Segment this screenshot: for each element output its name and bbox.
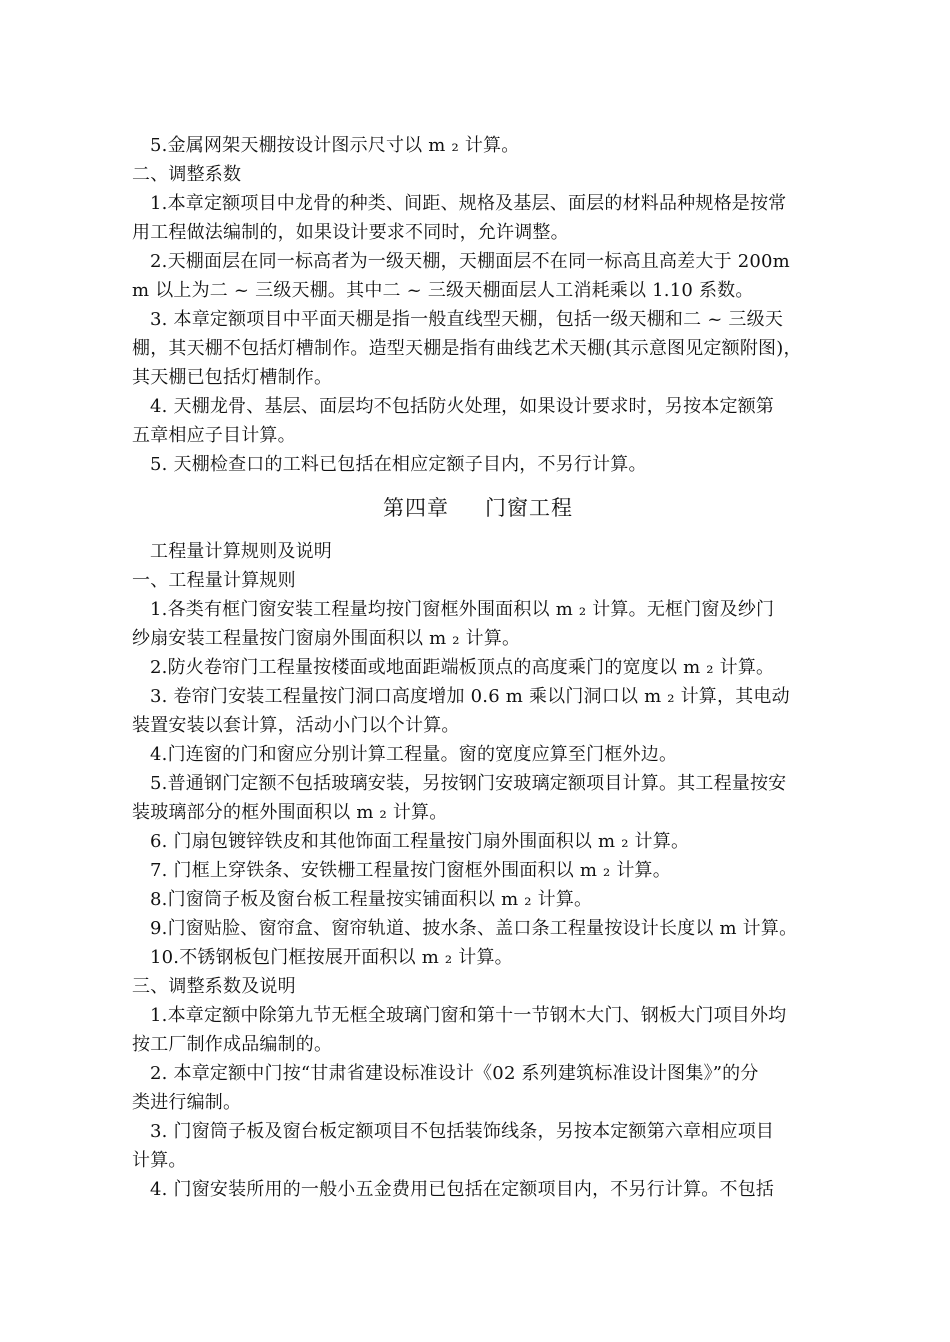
text-line: 工程量计算规则及说明 [150, 541, 332, 562]
text-line: 5.普通钢门定额不包括玻璃安装，另按钢门安玻璃定额项目计算。其工程量按安 [150, 773, 787, 794]
text-line: 4.门连窗的门和窗应分别计算工程量。窗的宽度应算至门框外边。 [150, 744, 678, 765]
text-line: 10.不锈钢板包门框按展开面积以 m ₂ 计算。 [150, 947, 513, 968]
text-line: 1.本章定额项目中龙骨的种类、间距、规格及基层、面层的材料品种规格是按常 [150, 193, 787, 214]
text-line: 8.门窗筒子板及窗台板工程量按实铺面积以 m ₂ 计算。 [150, 889, 593, 910]
text-line: 6. 门扇包镀锌铁皮和其他饰面工程量按门扇外围面积以 m ₂ 计算。 [150, 831, 690, 852]
text-line: 7. 门框上穿铁条、安铁栅工程量按门窗框外围面积以 m ₂ 计算。 [150, 860, 671, 881]
text-line: 装置安装以套计算，活动小门以个计算。 [132, 715, 460, 736]
text-line: 3. 门窗筒子板及窗台板定额项目不包括装饰线条，另按本定额第六章相应项目 [150, 1121, 775, 1142]
text-line: 2.天棚面层在同一标高者为一级天棚，天棚面层不在同一标高且高差大于 200m [150, 251, 790, 272]
text-line: 5.金属网架天棚按设计图示尺寸以 m ₂ 计算。 [150, 135, 520, 156]
text-line: 其天棚已包括灯槽制作。 [132, 367, 333, 388]
chapter-number: 第四章 [383, 496, 449, 520]
text-line: 3. 本章定额项目中平面天棚是指一般直线型天棚，包括一级天棚和二 ~ 三级天 [150, 309, 784, 330]
text-line: 棚，其天棚不包括灯槽制作。造型天棚是指有曲线艺术天棚(其示意图见定额附图)， [132, 338, 802, 359]
text-line: 1.各类有框门窗安装工程量均按门窗框外围面积以 m ₂ 计算。无框门窗及纱门 [150, 599, 775, 620]
text-line: 用工程做法编制的，如果设计要求不同时，允许调整。 [132, 222, 569, 243]
text-line: 五章相应子目计算。 [132, 425, 296, 446]
text-line: 9.门窗贴脸、窗帘盒、窗帘轨道、披水条、盖口条工程量按设计长度以 m 计算。 [150, 918, 798, 939]
document-body [132, 131, 824, 1204]
text-line: 装玻璃部分的框外围面积以 m ₂ 计算。 [132, 802, 448, 823]
text-line: 按工厂制作成品编制的。 [132, 1034, 333, 1055]
chapter-heading [132, 479, 824, 537]
section-doors-windows-text [132, 537, 824, 1204]
section-ceiling-text [132, 131, 824, 479]
text-line: 5. 天棚检查口的工料已包括在相应定额子目内，不另行计算。 [150, 454, 647, 475]
text-line: 计算。 [132, 1150, 187, 1171]
text-line: 4. 门窗安装所用的一般小五金费用已包括在定额项目内，不另行计算。不包括 [150, 1179, 775, 1200]
text-line: 1.本章定额中除第九节无框全玻璃门窗和第十一节钢木大门、钢板大门项目外均 [150, 1005, 787, 1026]
text-line: 3. 卷帘门安装工程量按门洞口高度增加 0.6 m 乘以门洞口以 m ₂ 计算，其电动 [150, 686, 790, 707]
text-line: 一、工程量计算规则 [132, 570, 296, 591]
text-line: 4. 天棚龙骨、基层、面层均不包括防火处理，如果设计要求时，另按本定额第 [150, 396, 775, 417]
chapter-title: 门窗工程 [485, 496, 573, 520]
text-line: 二、调整系数 [132, 164, 242, 185]
text-line: 2.防火卷帘门工程量按楼面或地面距端板顶点的高度乘门的宽度以 m ₂ 计算。 [150, 657, 775, 678]
text-line: 类进行编制。 [132, 1092, 242, 1113]
text-line: 三、调整系数及说明 [132, 976, 296, 997]
text-line: m 以上为二 ~ 三级天棚。其中二 ~ 三级天棚面层人工消耗乘以 1.10 系数。 [132, 280, 754, 301]
text-line: 纱扇安装工程量按门窗扇外围面积以 m ₂ 计算。 [132, 628, 521, 649]
text-line: 2. 本章定额中门按“甘肃省建设标准设计《02 系列建筑标准设计图集》”的分 [150, 1063, 759, 1084]
